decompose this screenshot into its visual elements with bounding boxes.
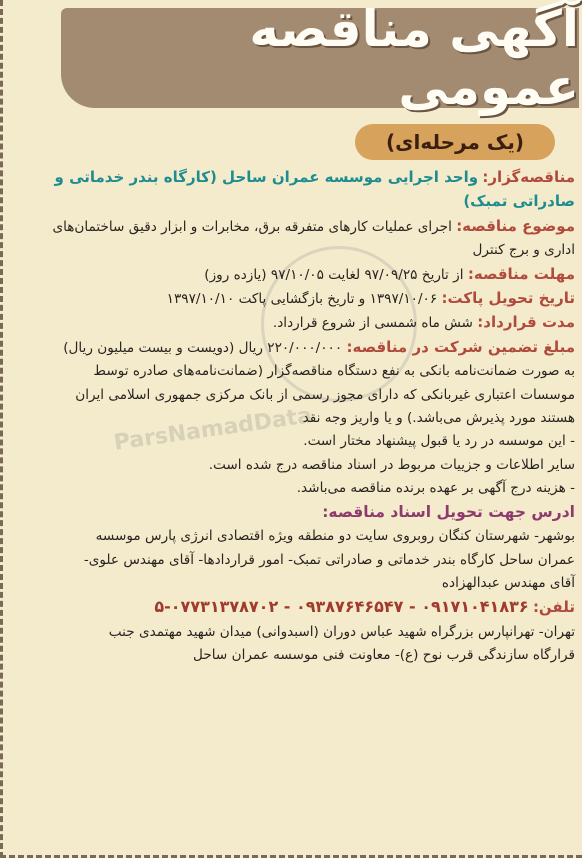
guarantee-line-4: [9, 407, 575, 430]
delivery-line: [9, 287, 575, 311]
guarantee-label: مبلغ تضمین شرکت در مناقصه:: [346, 337, 575, 356]
subject-label: موضوع مناقصه:: [456, 216, 575, 235]
guarantee-text-3: هستند مورد پذیرش می‌باشد.) و یا واریز وجه نقد: [302, 410, 575, 427]
duration-value: شش ماه شمسی از شروع قرارداد.: [272, 315, 473, 332]
deadline-line: [9, 263, 575, 287]
address-line-2: [9, 549, 575, 572]
address-line-3: [9, 572, 575, 595]
one-stage-badge: (یک مرحله‌ای): [355, 124, 555, 160]
address-text-3: آقای مهندس عبدالهزاده: [441, 574, 575, 591]
duration-label: مدت قرارداد:: [477, 313, 575, 332]
tenderer-line-2: [9, 190, 575, 214]
delivery-value: ۱۳۹۷/۱۰/۰۶ و تاریخ بازگشایی پاکت ۱۳۹۷/۱۰/۱۰: [166, 291, 438, 308]
phone-label: تلفن:: [532, 598, 575, 617]
watermark-text: ParsNamadData: [112, 403, 314, 456]
delivery-label: تاریخ تحویل پاکت:: [441, 289, 575, 308]
phone-line: [9, 595, 575, 620]
address-text-1: بوشهر- شهرستان کنگان روبروی سایت دو منطقه ویژه اقتصادی انرژی پارس موسسه: [95, 528, 575, 545]
note-info: [9, 454, 575, 477]
notice-title: آگهی مناقصه عمومی: [249, 0, 579, 116]
subject-line: [9, 215, 575, 239]
duration-line: [9, 311, 575, 335]
guarantee-line-3: [9, 384, 575, 407]
tenderer-value-cont: صادراتی تمبک): [463, 192, 575, 211]
phone-numbers: ۰۹۱۷۱۰۴۱۸۳۶ - ۰۹۳۸۷۶۴۶۵۴۷ - ۰۷۷۳۱۳۷۸۷۰۲-۵: [154, 597, 529, 617]
subject-value-cont: اداری و برج کنترل: [472, 242, 575, 259]
note-cost: [9, 477, 575, 500]
deadline-value: از تاریخ ۹۷/۰۹/۲۵ لغایت ۹۷/۱۰/۰۵ (یازده روز): [204, 266, 464, 283]
tehran-line-2: [9, 644, 575, 667]
tehran-address-1: تهران- تهرانپارس بزرگراه شهید عباس دوران (اسبدوانی) میدان شهید مهتمدی جنب: [108, 623, 575, 640]
tenderer-label: مناقصه‌گزار:: [482, 168, 575, 186]
tehran-address-2: قرارگاه سازندگی قرب نوح (ع)- معاونت فنی موسسه عمران ساحل: [193, 647, 575, 664]
guarantee-text-1: به صورت ضمانت‌نامه بانکی به نفع دستگاه مناقصه‌گزار (ضمانت‌نامه‌های صادره توسط: [93, 363, 575, 380]
subject-value: اجرای عملیات کارهای متفرقه برق، مخابرات و ابزار دقیق ساختمان‌های: [52, 218, 452, 235]
tenderer-value: واحد اجرایی موسسه عمران ساحل (کارگاه بندر خدماتی و: [54, 168, 479, 186]
note-reject-text: - این موسسه در رد یا قبول پیشنهاد مختار است.: [303, 433, 575, 450]
subject-line-2: [9, 239, 575, 262]
address-line-1: [9, 525, 575, 548]
address-heading-line: [9, 501, 575, 525]
guarantee-text-2: موسسات اعتباری غیربانکی که دارای مجوز رسمی از بانک مرکزی جمهوری اسلامی ایران: [75, 386, 575, 403]
note-reject: [9, 430, 575, 453]
note-info-text: سایر اطلاعات و جزییات مربوط در اسناد مناقصه درج شده است.: [208, 456, 575, 473]
guarantee-value: ۲۲۰/۰۰۰/۰۰۰ ریال (دویست و بیست میلیون ریال): [63, 339, 343, 356]
address-heading: ادرس جهت تحویل اسناد مناقصه:: [322, 502, 575, 521]
tenderer-line: [9, 166, 575, 190]
note-cost-text: - هزینه درج آگهی بر عهده برنده مناقصه می‌باشد.: [296, 480, 575, 497]
deadline-label: مهلت مناقصه:: [467, 264, 575, 283]
notice-body: [9, 166, 575, 668]
address-text-2: عمران ساحل کارگاه بندر خدماتی و صادراتی تمبک- امور قراردادها- آقای مهندس علوی-: [83, 551, 575, 568]
guarantee-line-2: [9, 360, 575, 383]
guarantee-line: [9, 336, 575, 360]
title-banner: [61, 0, 579, 116]
tehran-line-1: [9, 621, 575, 644]
